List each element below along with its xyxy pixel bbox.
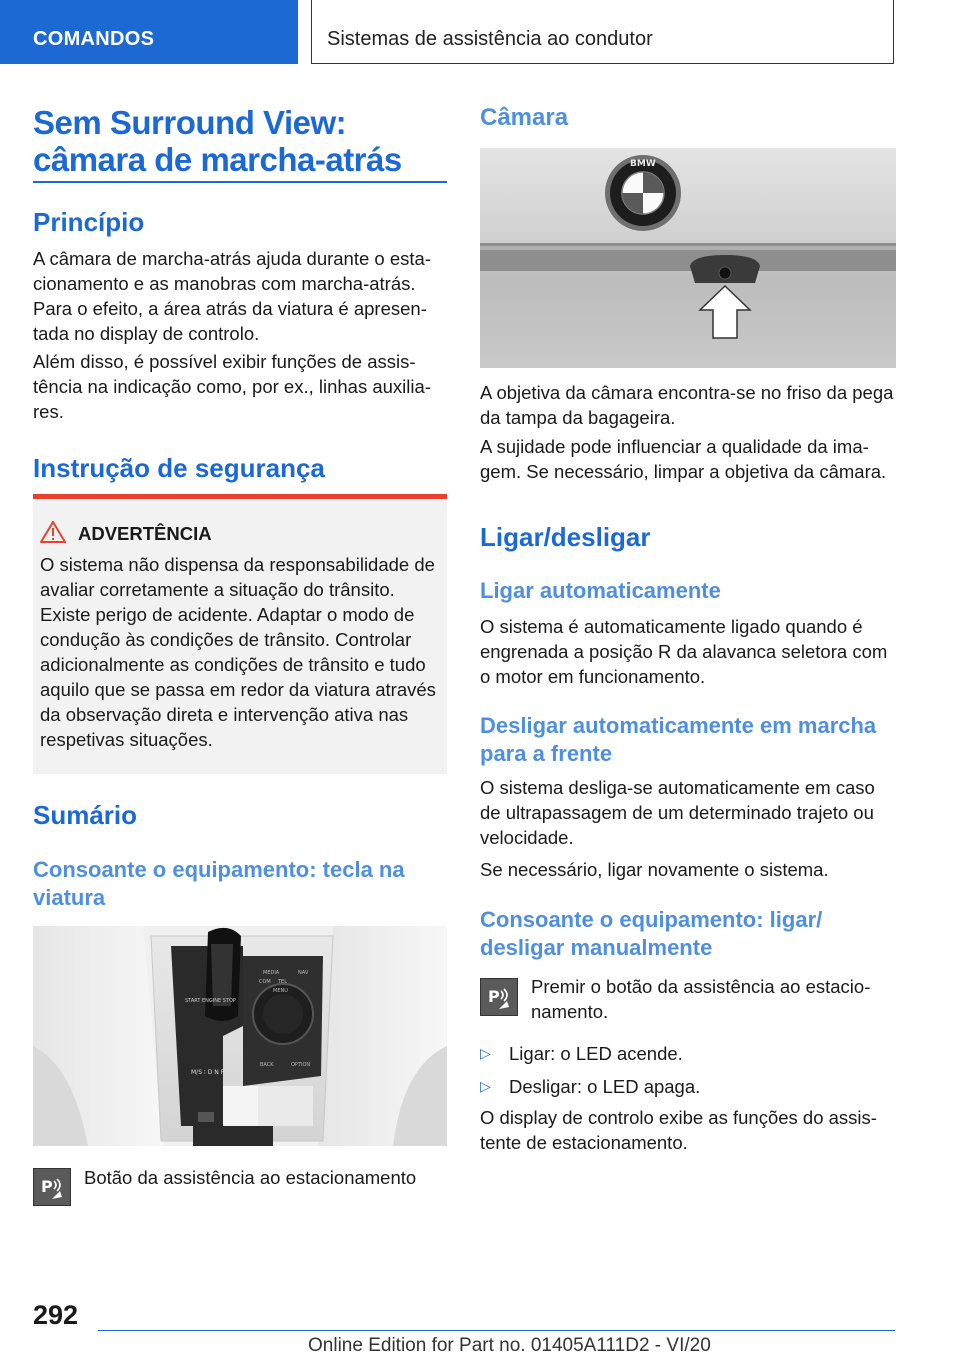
- chapter-header: [311, 0, 894, 64]
- rear-camera-photo: [480, 148, 896, 368]
- page-title-line2: câmara de marcha-atrás: [33, 141, 402, 178]
- camera-paragraph-2: A sujidade pode influenciar a qualidade da imagem. Se necessário, limpar a objetiva da câmara.: [480, 436, 887, 482]
- auto-off-text: O sistema desliga-se automaticamente em caso de ultrapassagem de um determinado trajeto ou velocidade.: [480, 777, 875, 848]
- gear-display-label: M/S ⁝ D N R P: [191, 1069, 231, 1076]
- title-rule: [33, 181, 447, 183]
- bullet-on-text: Ligar: o LED acende.: [509, 1043, 683, 1064]
- media-label: MEDIA: [263, 970, 280, 976]
- back-label: BACK: [260, 1062, 274, 1068]
- center-console-photo: [33, 926, 447, 1146]
- park-assist-button-icon-2: [480, 978, 518, 1016]
- auto-off-heading: Desligar automaticamente em marcha para a frente: [480, 713, 877, 766]
- button-caption: Botão da assistência ao estacionamento: [84, 1167, 417, 1188]
- page-number: 292: [33, 1300, 79, 1330]
- nav-label: NAV: [298, 970, 309, 976]
- section-label: COMANDOS: [33, 28, 155, 50]
- principle-heading: Princípio: [33, 207, 145, 237]
- final-text: O display de controlo exibe as funções do assistente de estacionamento.: [480, 1107, 877, 1153]
- auto-on-heading: Ligar automaticamente: [480, 578, 721, 603]
- onoff-heading: Ligar/desligar: [480, 522, 651, 552]
- section-tab: [0, 0, 298, 64]
- principle-paragraph-2: Além disso, é possível exibir funções de assistência na indicação como, por ex., linhas auxiliares.: [33, 351, 431, 422]
- warning-title: ADVERTÊNCIA: [78, 523, 212, 544]
- summary-heading: Sumário: [33, 800, 138, 830]
- page-title-line1: Sem Surround View:: [33, 104, 347, 141]
- chapter-label: Sistemas de assistência ao condutor: [327, 28, 653, 50]
- bullet-triangle-icon: ▷: [480, 1078, 491, 1094]
- svg-text:P: P: [41, 1177, 53, 1196]
- equipment-heading: Consoante o equipamento: tecla na viatura: [33, 857, 405, 910]
- start-engine-label: START ENGINE STOP: [185, 998, 236, 1004]
- manual-heading: Consoante o equipamento: ligar/ desligar manualmente: [480, 907, 823, 960]
- option-label: OPTION: [291, 1062, 311, 1068]
- menu-label: MENU: [273, 988, 288, 994]
- bmw-logo-text: BMW: [630, 159, 656, 169]
- auto-on-text: O sistema é automaticamente ligado quando é engrenada a posição R da alavanca seletora com o motor em funcionamento.: [480, 616, 888, 687]
- footer-rule: [98, 1330, 895, 1331]
- manual-text: Premir o botão da assistência ao estacionamento.: [531, 976, 871, 1022]
- auto-off-text-2: Se necessário, ligar novamente o sistema.: [480, 859, 829, 880]
- safety-heading: Instrução de segurança: [33, 453, 325, 483]
- warning-text: O sistema não dispensa da responsabilidade de avaliar corretamente a situação do trânsito. Existe perigo de acidente. Adaptar o modo de condução às condições de trânsito. Controlar adicionalmente as condições de trânsito e tudo aquilo que se passa em redor da viatura através da observação direta e intervenção ativa nas respetivas situações.: [40, 554, 436, 750]
- warning-triangle-icon: [40, 521, 66, 543]
- warning-box: [33, 494, 447, 774]
- camera-heading: Câmara: [480, 104, 569, 131]
- camera-paragraph-1: A objetiva da câmara encontra-se no friso da pega da tampa da bagageira.: [480, 382, 894, 428]
- bullet-off-text: Desligar: o LED apaga.: [509, 1076, 701, 1097]
- park-assist-button-icon: [33, 1168, 71, 1206]
- bullet-triangle-icon: ▷: [480, 1045, 491, 1061]
- svg-text:P: P: [488, 987, 500, 1006]
- com-label: COM: [259, 979, 271, 985]
- warning-bar: [33, 494, 447, 499]
- tel-label: TEL: [278, 979, 287, 985]
- footer-edition: Online Edition for Part no. 01405A111D2 - VI/20: [308, 1335, 711, 1356]
- principle-paragraph-1: A câmara de marcha-atrás ajuda durante o estacionamento e as manobras com marcha-atrás. Para o efeito, a área atrás da viatura é apresentada no display de controlo.: [33, 248, 431, 344]
